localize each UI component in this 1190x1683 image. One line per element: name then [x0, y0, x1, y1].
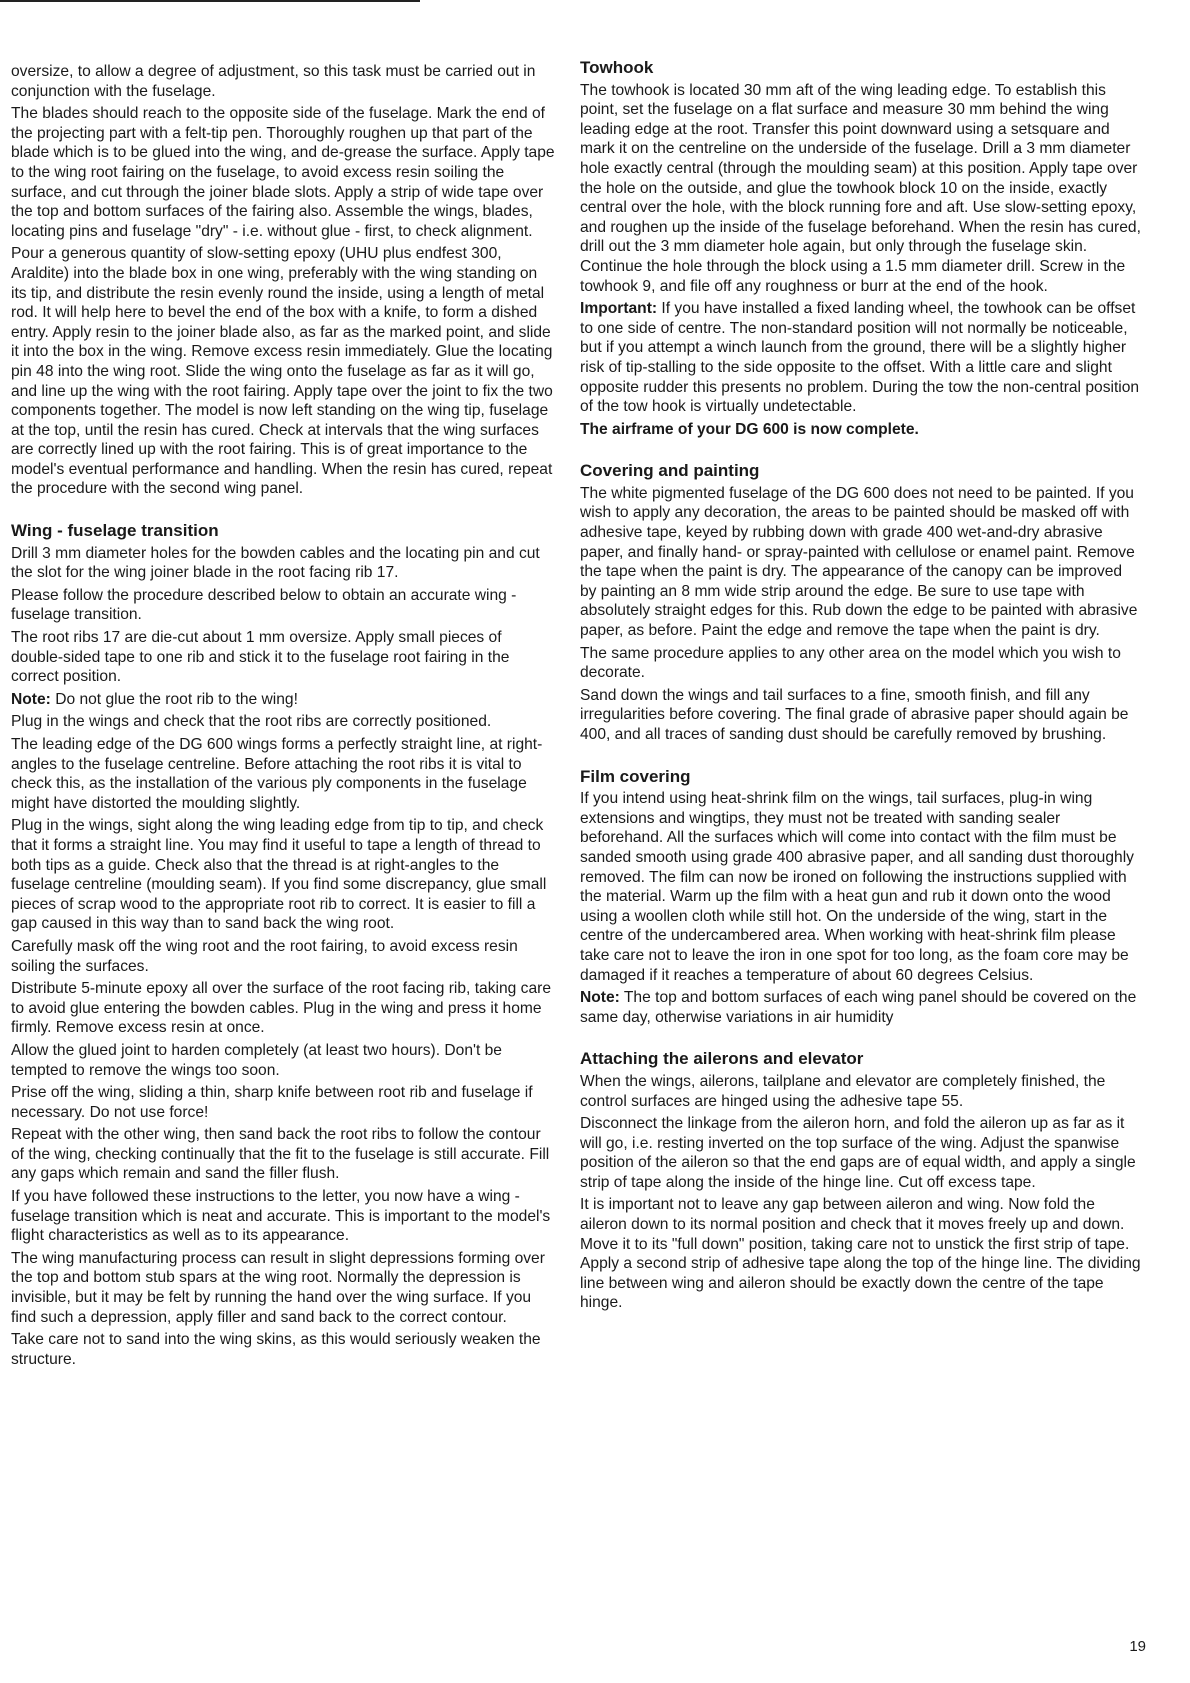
transition-section — [11, 521, 557, 1369]
paragraph: Please follow the procedure described below to obtain an accurate wing - fuselage transition. — [11, 586, 517, 624]
covering-section — [580, 461, 1142, 744]
paragraph: It is important not to leave any gap between aileron and wing. Now fold the aileron down to its normal position and check that it moves freely up and down. Move it to its "full down" position, taking care not to unstick the first strip of tape. Apply a second strip of adhesive tape along the top of the hinge line. The dividing line between wing and aileron should be exactly down the centre of the tape hinge. — [580, 1196, 1141, 1312]
paragraph: Prise off the wing, sliding a thin, sharp knife between root rib and fuselage if necessary. Do not use force! — [11, 1084, 533, 1121]
important-label: Important: — [580, 300, 658, 318]
paragraph: The wing manufacturing process can result in slight depressions forming over the top and bottom stub spars at the wing root. Normally the depression is invisible, but it may be felt by running the hand over the wing surface. If you find such a depression, apply filler and sand back to the correct contour. — [11, 1249, 545, 1326]
important-text: If you have installed a fixed landing wheel, the towhook can be offset to one side of centre. The non-standard position will not normally be noticeable, but if you attempt a winch launch from the ground, there will be a slightly higher risk of tip-stalling to the side opposite to the offset. With a little care and slight opposite rudder this presents no problem. During the tow the non-central position of the tow hook is virtually undetectable. — [580, 300, 1140, 416]
note-paragraph — [580, 988, 1142, 1027]
paragraph: If you intend using heat-shrink film on the wings, tail surfaces, plug-in wing extensions and wingtips, they must not be treated with sanding sealer beforehand. All the surfaces which will come into contact with the film must be sanded smooth using grade 400 abrasive paper, and all sanding dust thoroughly removed. The film can now be ironed on following the instructions supplied with the material. Warm up the film with a heat gun and rub it down onto the wood using a woollen cloth while still hot. On the underside of the wing, start in the centre of the undercambered area. When working with heat-shrink film please take care not to leave the iron in one spot for too long, as the foam core may be damaged if it reaches a temperature of about 60 degrees Celsius. — [580, 790, 1134, 984]
right-column — [580, 58, 1142, 1335]
intro-section — [11, 62, 557, 499]
paragraph: The blades should reach to the opposite side of the fuselage. Mark the end of the projecting part with a felt-tip pen. Thoroughly roughen up that part of the blade which is to be glued into the wing, and de-grease the surface. Apply tape to the wing root fairing on the fuselage, to avoid excess resin soiling the surface, and cut through the joiner blade slots. Apply a strip of wide tape over the top and bottom surfaces of the fairing also. Assemble the wings, blades, locating pins and fuselage "dry" - i.e. without glue - first, to check alignment. — [11, 105, 555, 240]
paragraph: When the wings, ailerons, tailplane and elevator are completely finished, the control surfaces are hinged using the adhesive tape 55. — [580, 1072, 1106, 1110]
note-label: Note: — [580, 989, 620, 1007]
note-text: Do not glue the root rib to the wing! — [50, 690, 298, 708]
section-heading: Wing - fuselage transition — [11, 521, 219, 541]
section-heading: Film covering — [580, 766, 691, 786]
section-heading: Covering and painting — [580, 461, 760, 481]
note-label: Note: — [11, 690, 51, 708]
paragraph: Plug in the wings and check that the root ribs are correctly positioned. — [11, 713, 492, 731]
top-rule — [0, 0, 420, 2]
paragraph: Pour a generous quantity of slow-setting epoxy (UHU plus endfest 300, Araldite) into the blade box in one wing, preferably with the wing standing on its tip, and distribute the resin evenly round the inside, using a length of metal rod. It will help here to bevel the end of the box with a knife, to form a dished entry. Apply resin to the joiner blade also, as far as the marked point, and slide it into the box in the wing. Remove excess resin immediately. Glue the locating pin 48 into the wing root. Slide the wing onto the fuselage as far as it will go, and line up the wing with the root fairing. Apply tape over the joint to fix the two components together. The model is now left standing on the wing tip, fuselage at the top, until the resin has cured. Check at intervals that the wing surfaces are correctly lined up with the root fairing. This is of great importance to the model's eventual performance and handling. When the resin has cured, repeat the procedure with the second wing panel. — [11, 245, 553, 498]
paragraph: If you have followed these instructions to the letter, you now have a wing - fuselage transition which is neat and accurate. This is important to the model's flight characteristics as well as to its appearance. — [11, 1188, 551, 1245]
section-heading: Towhook — [580, 58, 654, 77]
paragraph: Allow the glued joint to harden completely (at least two hours). Don't be tempted to remove the wings too soon. — [11, 1041, 502, 1079]
paragraph: The root ribs 17 are die-cut about 1 mm oversize. Apply small pieces of double-sided tape to one rib and stick it to the fuselage root fairing in the correct position. — [11, 629, 510, 686]
paragraph: The same procedure applies to any other area on the model which you wish to decorate. — [580, 644, 1121, 682]
section-heading: Attaching the ailerons and elevator — [580, 1049, 864, 1069]
paragraph: The white pigmented fuselage of the DG 600 does not need to be painted. If you wish to apply any decoration, the areas to be painted should be masked off with adhesive tape, keyed by rubbing down with grade 400 wet-and-dry abrasive paper, and finally hand- or spray-painted with cellulose or enamel paint. Remove the tape when the paint is dry. The appearance of the canopy can be improved by painting an 8 mm wide strip around the edge. Be sure to use tape with absolutely straight edges for this. Rub down the edge to be painted with abrasive paper, as before. Paint the edge and remove the tape when the paint is dry. — [580, 484, 1138, 640]
paragraph: Distribute 5-minute epoxy all over the surface of the root facing rib, taking care to avoid glue entering the bowden cables. Plug in the wing and press it home firmly. Remove excess resin at once. — [11, 980, 551, 1037]
paragraph: The leading edge of the DG 600 wings forms a perfectly straight line, at right-angles to the fuselage centreline. Before attaching the root ribs it is vital to check this, as the installation of the various ply components in the fuselage might have distorted the moulding slightly. — [11, 736, 543, 812]
film-section — [580, 767, 1142, 1028]
note-text: The top and bottom surfaces of each wing panel should be covered on the same day, otherwise variations in air humidity — [580, 989, 1137, 1026]
paragraph: Disconnect the linkage from the aileron horn, and fold the aileron up as far as it will go, i.e. resting inverted on the top surface of the wing. Adjust the spanwise position of the aileron so that the end gaps are of equal width, and apply a single strip of tape along the inside of the hinge line. Cut off excess tape. — [580, 1115, 1136, 1191]
paragraph: Sand down the wings and tail surfaces to a fine, smooth finish, and fill any irregularities before covering. The final grade of abrasive paper should again be 400, and all traces of sanding dust should be carefully removed by brushing. — [580, 686, 1129, 743]
paragraph: oversize, to allow a degree of adjustment, so this task must be carried out in conjunction with the fuselage. — [11, 63, 536, 100]
paragraph: The towhook is located 30 mm aft of the wing leading edge. To establish this point, set the fuselage on a flat surface and measure 30 mm behind the wing leading edge at the root. Transfer this point downward using a setsquare and mark it on the centreline on the underside of the fuselage. Drill a 3 mm diameter hole exactly central (through the moulding seam) at this position. Apply tape over the hole on the outside, and glue the towhook block 10 on the inside, exactly central over the hole, with the block running fore and aft. Use slow-setting epoxy, and roughen up the inside of the fuselage beforehand. When the resin has cured, drill out the 3 mm diameter hole again, but only through the fuselage skin. Continue the hole through the block using a 1.5 mm diameter drill. Screw in the towhook 9, and file off any roughness or burr at the end of the hook. — [580, 81, 1141, 295]
paragraph: Take care not to sand into the wing skins, as this would seriously weaken the structure. — [11, 1331, 541, 1368]
completion-note: The airframe of your DG 600 is now complete. — [580, 420, 919, 438]
paragraph: Repeat with the other wing, then sand back the root ribs to follow the contour of the wing, checking continually that the fit to the fuselage is still accurate. Fill any gaps which remain and sand the filler flush. — [11, 1126, 550, 1183]
ailerons-section — [580, 1049, 1142, 1313]
important-paragraph — [580, 299, 1142, 417]
paragraph: Carefully mask off the wing root and the root fairing, to avoid excess resin soiling the surfaces. — [11, 937, 518, 975]
left-column — [11, 62, 557, 1391]
note-paragraph — [11, 690, 557, 710]
paragraph: Drill 3 mm diameter holes for the bowden cables and the locating pin and cut the slot for the wing joiner blade in the root facing rib 17. — [11, 544, 540, 582]
page-number: 19 — [1129, 1638, 1146, 1655]
paragraph: Plug in the wings, sight along the wing leading edge from tip to tip, and check that it forms a straight line. You may find it useful to tape a length of thread to both tips as a guide. Check also that the thread is at right-angles to the fuselage centreline (moulding seam). If you find some discrepancy, glue small pieces of scrap wood to the appropriate root rib to correct. It is easier to fill a gap caused in this way than to sand back the wing root. — [11, 817, 547, 933]
towhook-section — [580, 58, 1142, 439]
